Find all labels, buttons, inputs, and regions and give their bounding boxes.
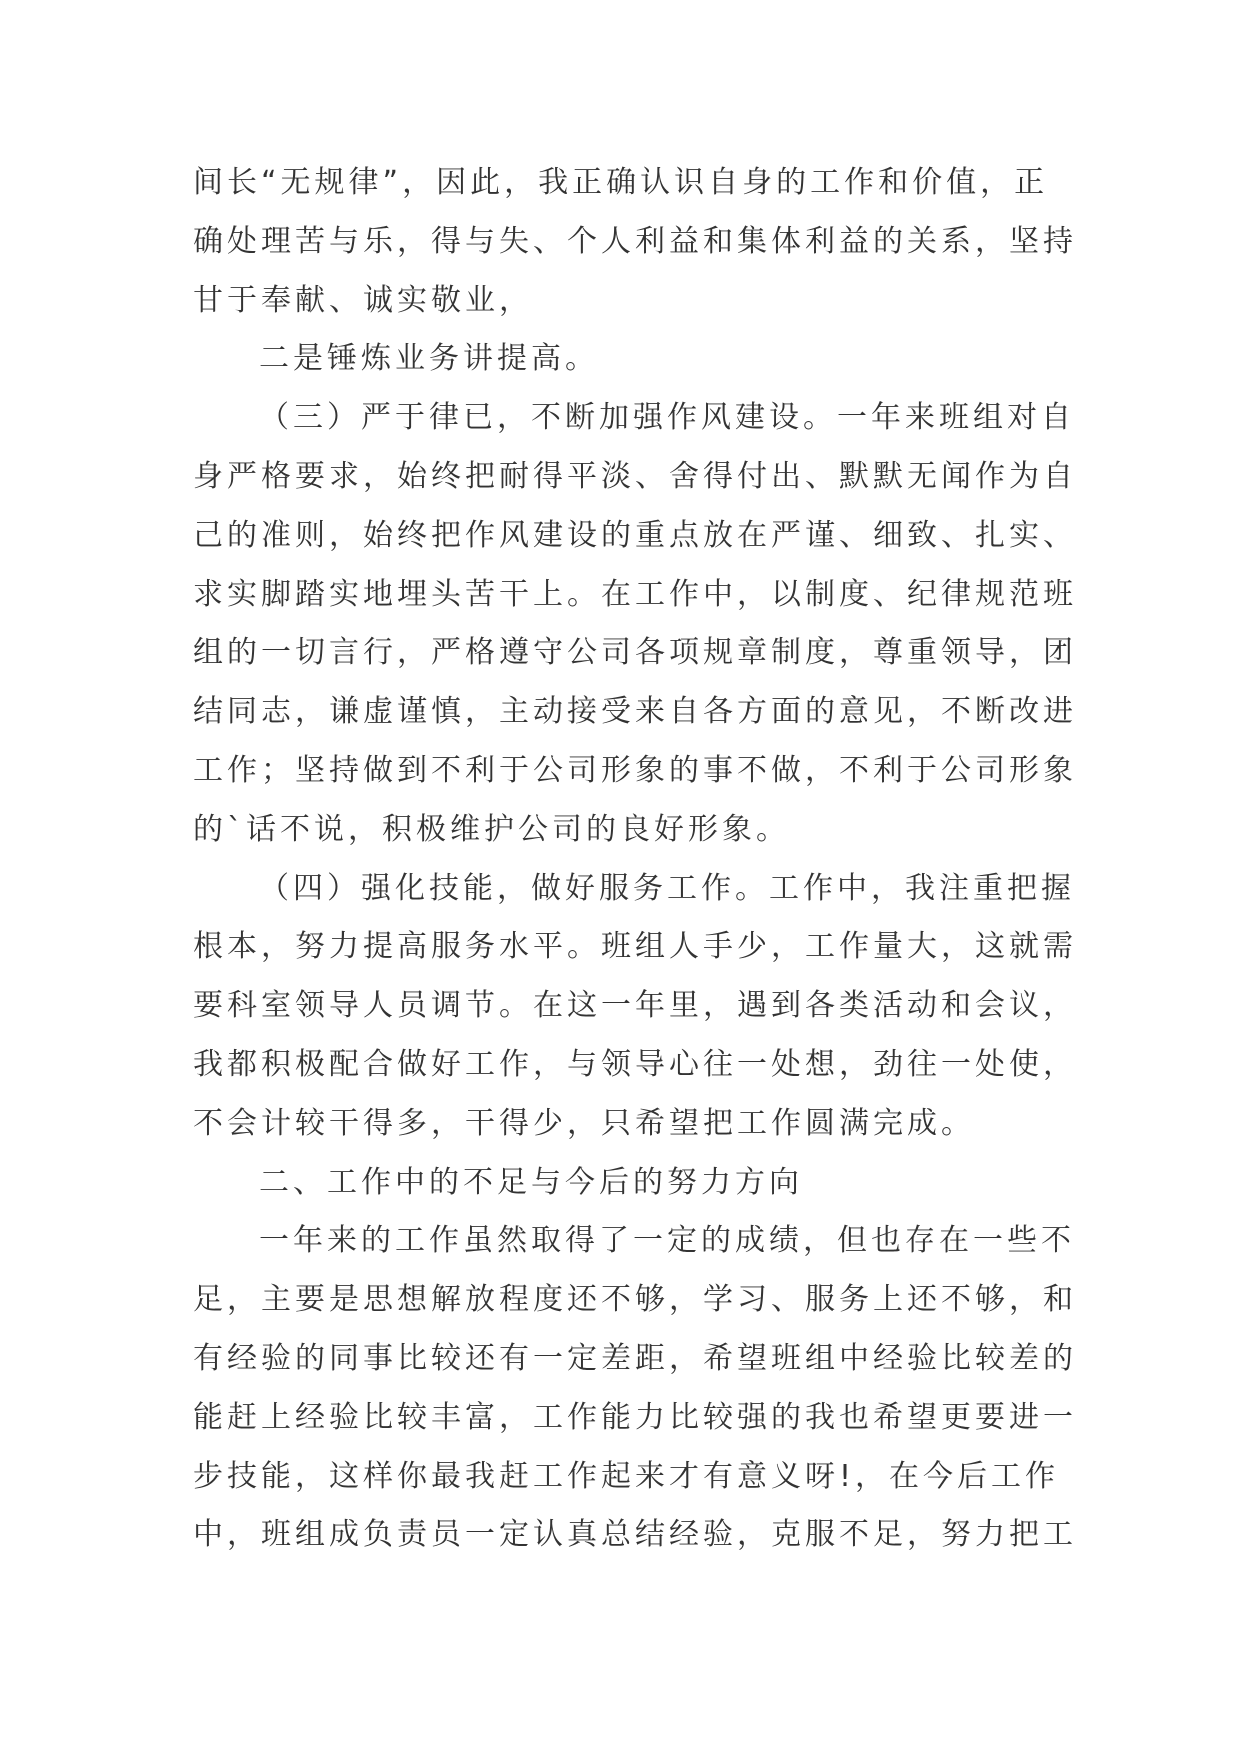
body-text <box>193 154 1077 1565</box>
text-line: 身严格要求，始终把耐得平淡、舍得付出、默默无闻作为自 <box>193 458 1077 494</box>
text-line: 确处理苦与乐，得与失、个人利益和集体利益的关系，坚持 <box>193 223 1077 259</box>
text-line: 能赶上经验比较丰富，工作能力比较强的我也希望更要进一 <box>193 1399 1077 1435</box>
text-line: 要科室领导人员调节。在这一年里，遇到各类活动和会议， <box>193 988 1077 1024</box>
text-line: 工作；坚持做到不利于公司形象的事不做，不利于公司形象 <box>193 752 1077 788</box>
text-line: 根本，努力提高服务水平。班组人手少，工作量大，这就需 <box>193 929 1077 965</box>
text-line: 组的一切言行，严格遵守公司各项规章制度，尊重领导，团 <box>193 635 1077 671</box>
text-line: 不会计较干得多，干得少，只希望把工作圆满完成。 <box>193 1105 975 1141</box>
text-line: 步技能，这样你最我赶工作起来才有意义呀!，在今后工作 <box>193 1458 1060 1494</box>
text-line: 求实脚踏实地埋头苦干上。在工作中，以制度、纪律规范班 <box>193 576 1077 612</box>
paragraph-start-line: 一年来的工作虽然取得了一定的成绩，但也存在一些不 <box>259 1223 1075 1259</box>
text-line: 有经验的同事比较还有一定差距，希望班组中经验比较差的 <box>193 1340 1077 1376</box>
paragraph-start-line: （三）严于律已，不断加强作风建设。一年来班组对自 <box>259 400 1075 436</box>
text-line: 的`话不说，积极维护公司的良好形象。 <box>193 811 790 847</box>
text-line: 甘于奉献、诚实敬业， <box>193 282 533 318</box>
text-line: 结同志，谦虚谨慎，主动接受来自各方面的意见，不断改进 <box>193 694 1077 730</box>
text-line: 我都积极配合做好工作，与领导心往一处想，劲往一处使， <box>193 1046 1077 1082</box>
text-line: 己的准则，始终把作风建设的重点放在严谨、细致、扎实、 <box>193 517 1077 553</box>
section-heading: 二、工作中的不足与今后的努力方向 <box>259 1164 803 1200</box>
paragraph-start-line: 二是锤炼业务讲提高。 <box>259 341 599 377</box>
paragraph-start-line: （四）强化技能，做好服务工作。工作中，我注重把握 <box>259 870 1075 906</box>
text-line: 间长“无规律”，因此，我正确认识自身的工作和价值，正 <box>193 165 1049 200</box>
text-line: 足，主要是思想解放程度还不够，学习、服务上还不够，和 <box>193 1282 1077 1318</box>
text-line: 中，班组成负责员一定认真总结经验，克服不足，努力把工 <box>193 1517 1077 1553</box>
